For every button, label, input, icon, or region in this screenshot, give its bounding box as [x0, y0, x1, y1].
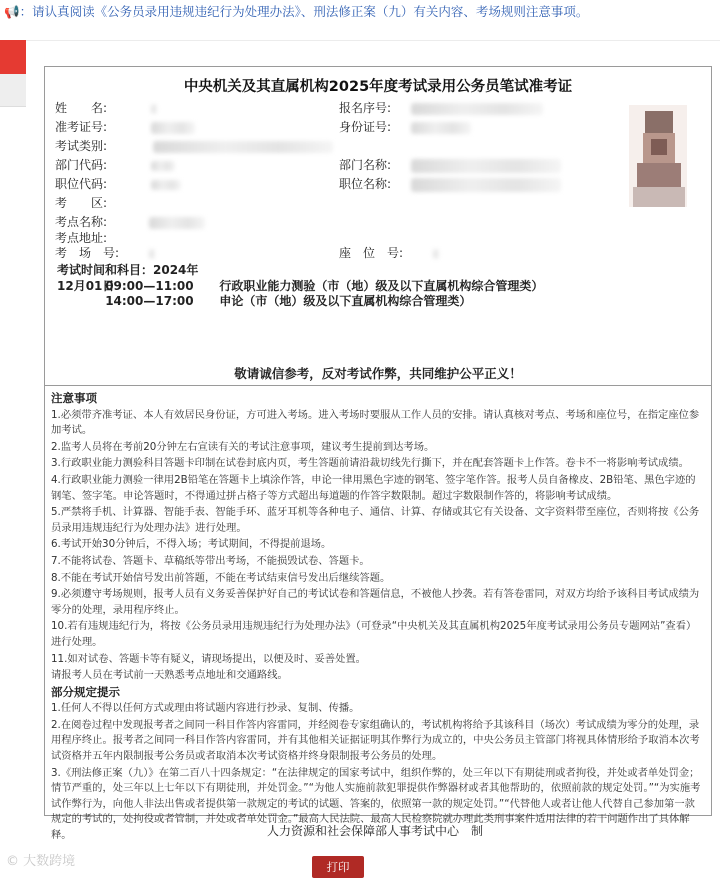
row-reg-no [339, 99, 543, 116]
site-name-value-redacted [149, 217, 205, 229]
row-id-no [339, 118, 471, 135]
top-notice: 📢：请认真阅读《公务员录用违规违纪行为处理办法》、刑法修正案（九）有关内容、考场规则注意事项。 [4, 4, 589, 19]
integrity-slogan: 敬请诚信参考，反对考试作弊，共同维护公平正义！ [234, 366, 522, 381]
room-label: 考 场 号: [55, 246, 120, 260]
row-district [55, 194, 107, 211]
ticket-label: 准考证号: [55, 120, 108, 134]
ticket-title: 中央机关及其直属机构2025年度考试录用公务员笔试准考证 [183, 79, 573, 95]
dept-name-label: 部门名称: [339, 158, 392, 172]
category-value-redacted [153, 141, 333, 153]
schedule-subject: 行政职业能力测验（市（地）级及以下直属机构综合管理类） [219, 279, 544, 293]
site-name-label: 考点名称: [55, 215, 108, 229]
position-code-value-redacted [151, 180, 181, 190]
sidebar-tab-active[interactable] [0, 40, 26, 74]
notes-section [51, 391, 705, 845]
note-item: 9.必须遵守考场规则，报考人员有义务妥善保护好自己的考试试卷和答题信息，不被他人抄袭。若有答卷雷同，对双方均给予该科目考试成绩为零分的处理，录用程序终止。 [51, 588, 700, 616]
note-item: 4.行政职业能力测验一律用2B铅笔在答题卡上填涂作答，申论一律用黑色字迹的钢笔、签字笔作答。报考人员自备橡皮、2B铅笔、黑色字迹的钢笔、签字笔。申论答题时，不得通过拼占格子等方式超出每道题的作答字数限制。超过字数限制作答的，将影响考试成绩。 [51, 473, 696, 502]
divider [0, 40, 720, 41]
category-label: 考试类别: [55, 139, 108, 153]
dept-code-value-redacted [151, 161, 175, 171]
schedule-time: 09:00—11:00 [105, 279, 194, 293]
note-item: 8.不能在考试开始信号发出前答题，不能在考试结束信号发出后继续答题。 [51, 571, 391, 584]
schedule-subject: 申论（市（地）级及以下直属机构综合管理类） [219, 294, 472, 308]
note-item: 2.监考人员将在考前20分钟左右宣读有关的考试注意事项，建议考生提前到达考场。 [51, 440, 435, 453]
reg-no-label: 报名序号: [339, 101, 392, 115]
row-position-code [55, 175, 181, 192]
note-item: 请报考人员在考试前一天熟悉考点地址和交通路线。 [51, 669, 288, 682]
room-value-redacted [149, 249, 155, 259]
rule-item: 2.在阅卷过程中发现报考者之间同一科目作答内容雷同，并经阅卷专家组确认的，考试机构将给予其该科目（场次）考试成绩为零分的处理，录用程序终止。报考者之间同一科目作答内容雷同，并有其他相关证据证明其作弊行为成立的，中央公务员主管部门将视具体情形给予取消本次考试资格并五年内限制报考公务员或者取消本次考试资格并终身限制报考公务员的处理。 [51, 718, 700, 763]
row-name [55, 99, 157, 116]
seat-label: 座 位 号: [339, 246, 404, 260]
row-dept-name [339, 156, 561, 173]
position-name-value-redacted [411, 178, 561, 192]
issuer-line: 人力资源和社会保障部人事考试中心 制 [266, 824, 483, 838]
notes-heading: 注意事项 [51, 391, 97, 405]
position-name-label: 职位名称: [339, 177, 392, 191]
row-site-name [55, 213, 205, 230]
name-value-redacted [151, 104, 157, 114]
row-dept-code [55, 156, 175, 173]
card-divider [45, 385, 711, 386]
note-item: 3.行政职业能力测验科目答题卡印制在试卷封底内页，考生答题前请沿裁切线先行撕下，并在配套答题卡上作答。卷卡不一将影响考试成绩。 [51, 457, 689, 470]
print-button[interactable]: 打印 [312, 856, 364, 878]
row-position-name [339, 175, 561, 192]
schedule-title: 考试时间和科目：2024年 [57, 263, 199, 277]
dept-name-value-redacted [411, 159, 561, 173]
note-item: 7.不能将试卷、答题卡、草稿纸等带出考场，不能损毁试卷、答题卡。 [51, 554, 370, 567]
rule-item: 1.任何人不得以任何方式或理由将试题内容进行抄录、复制、传播。 [51, 702, 360, 715]
schedule-row-2 [57, 292, 471, 309]
id-no-value-redacted [411, 122, 471, 134]
name-label: 姓 名: [55, 101, 108, 115]
id-no-label: 身份证号: [339, 120, 392, 134]
watermark: © 大数跨境 [6, 854, 76, 869]
reg-no-value-redacted [411, 103, 543, 115]
site-addr-label: 考点地址: [55, 231, 108, 245]
ticket-value-redacted [151, 122, 195, 134]
note-item: 10.若有违规违纪行为，将按《公务员录用违规违纪行为处理办法》（可登录“中央机关及其直属机构2025年度考试录用公务员专题网站”查看）进行处理。 [51, 620, 697, 648]
schedule-date: 12月01日 [57, 279, 115, 293]
note-item: 11.如对试卷、答题卡等有疑义，请现场提出，以便及时、妥善处置。 [51, 652, 366, 665]
note-item: 5.严禁将手机、计算器、智能手表、智能手环、蓝牙耳机等各种电子、通信、计算、存储或其它有关设备、文字资料带至座位，否则将按《公务员录用违规违纪行为处理办法》进行处理。 [51, 506, 700, 534]
rule-item: 3.《刑法修正案（九）》在第二百八十四条规定：“在法律规定的国家考试中，组织作弊的，处三年以下有期徒刑或者拘役，并处或者单处罚金；情节严重的，处三年以上七年以下有期徒刑，并处罚金。”“为他人实施前款犯罪提供作弊器材或者其他帮助的，依照前款的规定处罚。”“为实施考试作弊行为，向他人非法出售或者提供第一款规定的考试的试题、答案的，依照第一款的规定处罚。”“代替他人或者让他人代替自己参加第一款规定的考试的，处拘役或者管制，并处或者单处罚金。”最高人民法院、最高人民检察院就办理此类刑事案件适用法律的若干问题作出了具体解释。 [51, 766, 701, 842]
rules-heading: 部分规定提示 [51, 684, 120, 699]
row-seat [339, 244, 439, 261]
district-label: 考 区: [55, 196, 108, 210]
sidebar-tab[interactable] [0, 74, 26, 107]
row-room [55, 244, 155, 261]
position-code-label: 职位代码: [55, 177, 108, 191]
applicant-photo-redacted [629, 105, 687, 207]
dept-code-label: 部门代码: [55, 158, 108, 172]
row-category [55, 137, 333, 154]
schedule-time: 14:00—17:00 [105, 294, 194, 308]
seat-value-redacted [433, 249, 439, 259]
note-item: 1.必须带齐准考证、本人有效居民身份证，方可进入考场。进入考场时要服从工作人员的安排。请认真核对考点、考场和座位号，在指定座位参加考试。 [51, 408, 700, 437]
row-ticket [55, 118, 195, 135]
note-item: 6.考试开始30分钟后，不得入场；考试期间，不得提前退场。 [51, 538, 332, 551]
